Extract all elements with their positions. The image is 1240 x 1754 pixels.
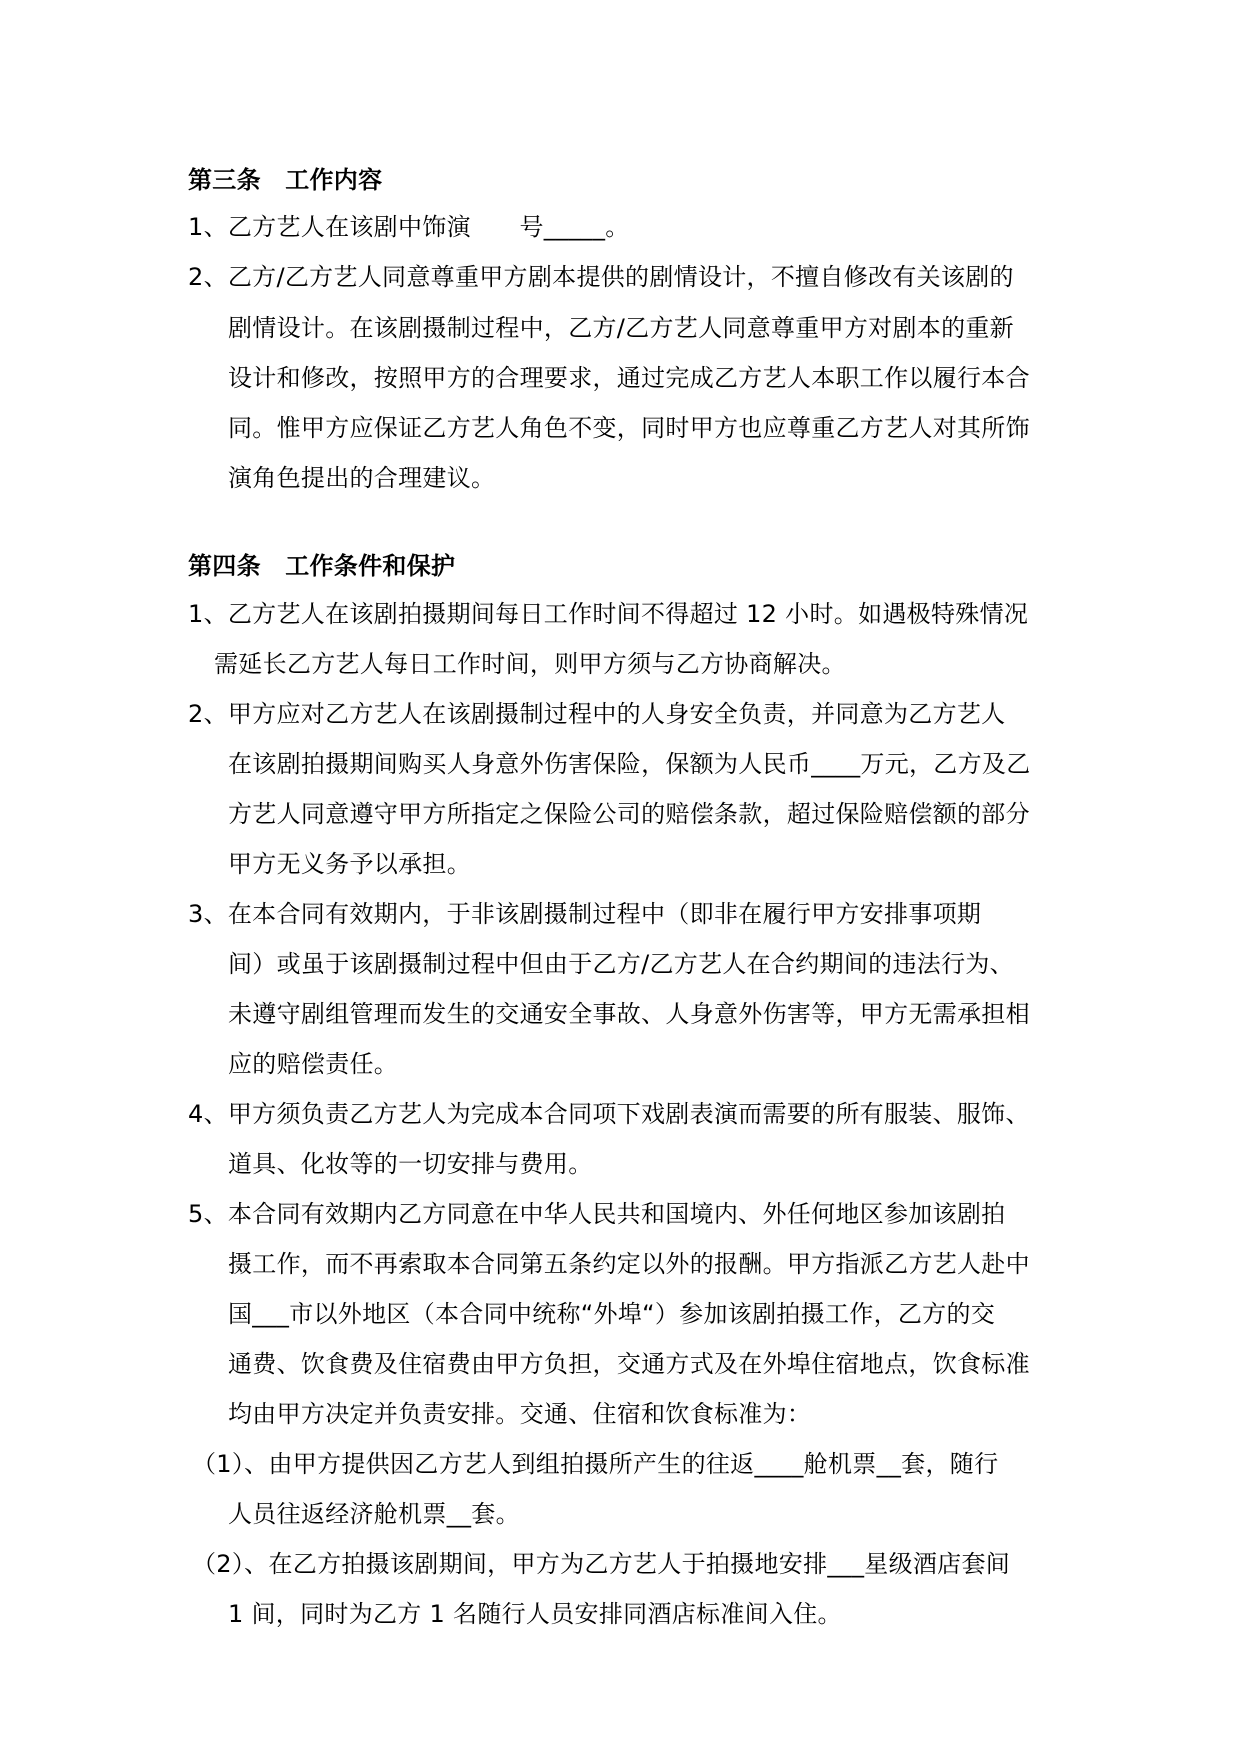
article-3-item-2-line-4: 同。惟甲方应保证乙方艺人角色不变，同时甲方也应尊重乙方艺人对其所饰 <box>228 414 1030 442</box>
article-4-item-1-line-2: 需延长乙方艺人每日工作时间，则甲方须与乙方协商解决。 <box>214 650 846 678</box>
article-4-item-3-line-4: 应的赔偿责任。 <box>228 1050 399 1078</box>
article-4-item-4-line-1: 4、甲方须负责乙方艺人为完成本合同项下戏剧表演而需要的所有服装、服饰、 <box>188 1100 1030 1128</box>
article-4-item-5-line-4: 通费、饮食费及住宿费由甲方负担，交通方式及在外埠住宿地点，饮食标准 <box>228 1350 1030 1378</box>
article-4-item-2-line-2: 在该剧拍摄期间购买人身意外伤害保险，保额为人民币____万元，乙方及乙 <box>228 750 1031 778</box>
article-3-item-2-line-5: 演角色提出的合理建议。 <box>228 464 496 492</box>
article-3-item-1-line-1: 1、乙方艺人在该剧中饰演 号_____。 <box>188 213 630 241</box>
article-4-sub-1-line-1: （1）、由甲方提供因乙方艺人到组拍摄所产生的往返____舱机票__套，随行 <box>192 1450 999 1478</box>
article-4-item-1-line-1: 1、乙方艺人在该剧拍摄期间每日工作时间不得超过 12 小时。如遇极特殊情况 <box>188 600 1029 628</box>
article-4-item-3-line-2: 间）或虽于该剧摄制过程中但由于乙方/乙方艺人在合约期间的违法行为、 <box>228 950 1014 978</box>
article-4-item-5-line-2: 摄工作，而不再索取本合同第五条约定以外的报酬。甲方指派乙方艺人赴中 <box>228 1250 1030 1278</box>
article-4-sub-2-line-2: 1 间，同时为乙方 1 名随行人员安排同酒店标准间入住。 <box>228 1600 842 1628</box>
article-4-heading: 第四条 工作条件和保护 <box>188 552 456 580</box>
article-3-item-2-line-3: 设计和修改，按照甲方的合理要求，通过完成乙方艺人本职工作以履行本合 <box>228 364 1030 392</box>
article-3-item-2-line-2: 剧情设计。在该剧摄制过程中，乙方/乙方艺人同意尊重甲方对剧本的重新 <box>228 314 1014 342</box>
article-4-item-2-line-3: 方艺人同意遵守甲方所指定之保险公司的赔偿条款，超过保险赔偿额的部分 <box>228 800 1030 828</box>
article-4-item-3-line-3: 未遵守剧组管理而发生的交通安全事故、人身意外伤害等，甲方无需承担相 <box>228 1000 1030 1028</box>
article-4-item-5-line-5: 均由甲方决定并负责安排。交通、住宿和饮食标准为： <box>228 1400 812 1428</box>
article-4-sub-2-line-1: （2）、在乙方拍摄该剧期间，甲方为乙方艺人于拍摄地安排___星级酒店套间 <box>192 1550 1011 1578</box>
article-4-item-2-line-4: 甲方无义务予以承担。 <box>228 850 471 878</box>
article-4-item-5-line-3: 国___市以外地区（本合同中统称“外埠“）参加该剧拍摄工作，乙方的交 <box>228 1300 996 1328</box>
article-4-sub-1-line-2: 人员往返经济舱机票__套。 <box>228 1500 520 1528</box>
article-4-item-4-line-2: 道具、化妆等的一切安排与费用。 <box>228 1150 593 1178</box>
article-4-item-3-line-1: 3、在本合同有效期内，于非该剧摄制过程中（即非在履行甲方安排事项期 <box>188 900 982 928</box>
article-3-item-2-line-1: 2、乙方/乙方艺人同意尊重甲方剧本提供的剧情设计，不擅自修改有关该剧的 <box>188 263 1014 291</box>
article-3-heading: 第三条 工作内容 <box>188 166 383 194</box>
article-4-item-5-line-1: 5、本合同有效期内乙方同意在中华人民共和国境内、外任何地区参加该剧拍 <box>188 1200 1006 1228</box>
article-4-item-2-line-1: 2、甲方应对乙方艺人在该剧摄制过程中的人身安全负责，并同意为乙方艺人 <box>188 700 1006 728</box>
